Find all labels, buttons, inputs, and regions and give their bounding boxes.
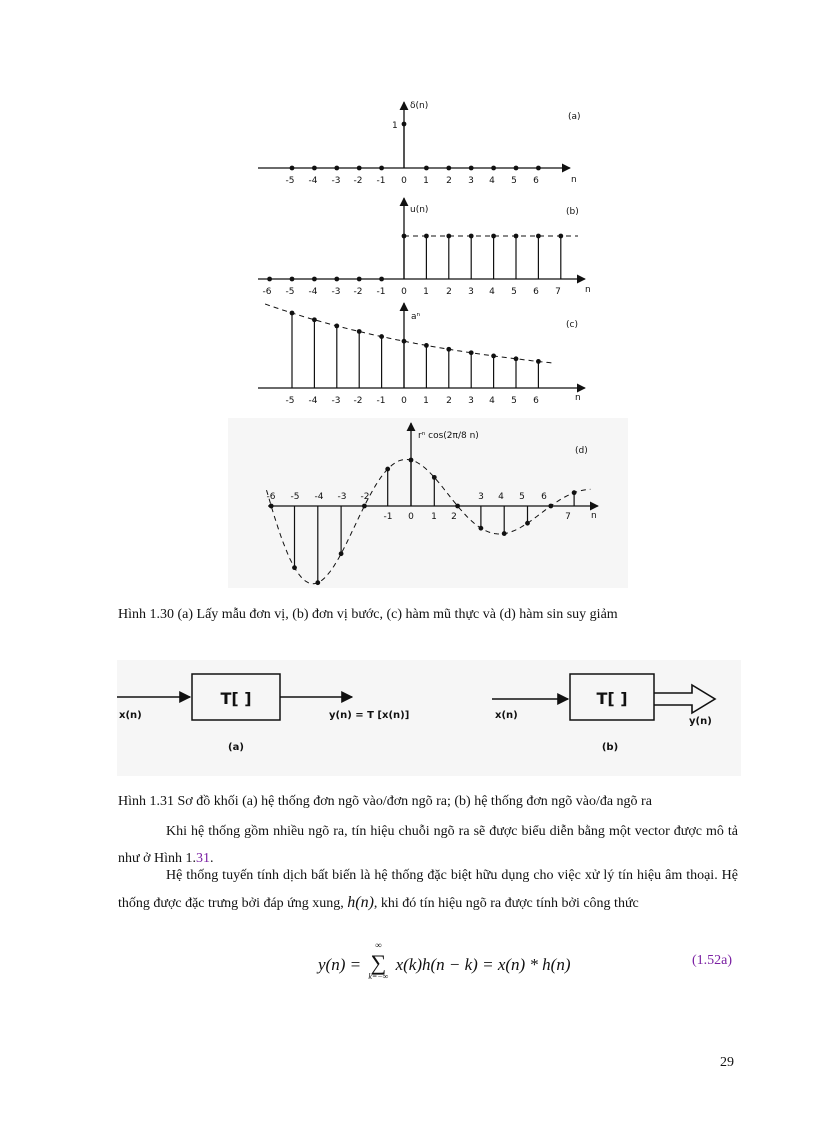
tick-label: -1 — [376, 287, 386, 297]
sample-dot — [491, 354, 496, 359]
panel-c-ylabel: aⁿ — [411, 312, 421, 322]
sample-dot — [446, 166, 451, 171]
tick-label: 3 — [478, 492, 484, 502]
tick-label: -5 — [285, 287, 295, 297]
figure-1-31-background — [117, 660, 741, 776]
sample-dot — [357, 329, 362, 334]
tick-label: -2 — [353, 287, 363, 297]
sample-dot — [502, 531, 507, 536]
tick-label: 6 — [541, 492, 547, 502]
paragraph-1-end: . — [210, 851, 214, 866]
panel-d-background — [228, 418, 628, 588]
sample-dot — [536, 234, 541, 239]
sample-dot — [312, 277, 317, 282]
tick-label: -4 — [308, 287, 318, 297]
sample-dot — [402, 339, 407, 344]
sample-dot — [290, 277, 295, 282]
tick-label: -4 — [308, 176, 318, 186]
panel-label-b: (b) — [601, 742, 619, 753]
sample-dot — [491, 234, 496, 239]
equation-number: (1.52a) — [692, 953, 733, 968]
tick-label: -6 — [266, 492, 276, 502]
equation-rhs: x(k)h(n − k) = x(n) * h(n) — [395, 955, 571, 974]
tick-label: 7 — [555, 287, 561, 297]
tick-label: -1 — [383, 512, 393, 522]
tick-label: 6 — [533, 176, 539, 186]
input-label-b: x(n) — [495, 710, 518, 721]
sample-dot — [424, 166, 429, 171]
panel-c-samples — [290, 311, 541, 388]
sample-dot — [269, 504, 274, 509]
panel-a-ylabel: δ(n) — [410, 101, 429, 111]
sample-dot — [292, 565, 297, 570]
tick-label: 2 — [446, 396, 452, 406]
tick-label: 2 — [446, 176, 452, 186]
panel-c-xlabel: n — [575, 393, 581, 403]
figure-1-30 — [228, 88, 628, 588]
sample-dot — [514, 234, 519, 239]
sample-dot — [514, 356, 519, 361]
input-label-a: x(n) — [119, 710, 142, 721]
figure-1-31-caption: Hình 1.31 Sơ đồ khối (a) hệ thống đơn ngõ vào/đơn ngõ ra; (b) hệ thống đơn ngõ vào/đa ngõ ra — [118, 794, 652, 809]
sample-dot — [446, 234, 451, 239]
tick-label: 6 — [533, 287, 539, 297]
tick-label: 3 — [468, 176, 474, 186]
tick-label: 2 — [451, 512, 457, 522]
tick-label: 4 — [498, 492, 504, 502]
tick-label: 5 — [511, 396, 517, 406]
output-label-a: y(n) = T [x(n)] — [329, 710, 410, 721]
panel-a-amp-label: 1 — [392, 121, 398, 131]
block-label-b: T[ ] — [596, 689, 628, 708]
figure-1-31-svg — [117, 660, 741, 776]
figure-1-30-svg — [228, 88, 628, 588]
sample-dot — [491, 166, 496, 171]
tick-label: 7 — [565, 512, 571, 522]
sample-dot — [548, 504, 553, 509]
sample-dot — [402, 234, 407, 239]
panel-b-ylabel: u(n) — [410, 205, 429, 215]
sample-dot — [479, 526, 484, 531]
page-number: 29 — [720, 1055, 734, 1070]
sample-dot — [402, 122, 407, 127]
tick-label: -4 — [314, 492, 324, 502]
sample-dot — [469, 166, 474, 171]
sample-dot — [536, 166, 541, 171]
sum-lower-limit: k=−∞ — [368, 972, 389, 981]
panel-a-samples — [290, 122, 541, 171]
tick-label: 5 — [511, 176, 517, 186]
figure-1-30-caption: Hình 1.30 (a) Lấy mẫu đơn vị, (b) đơn vị bước, (c) hàm mũ thực và (d) hàm sin suy giảm — [118, 607, 618, 622]
tick-label: 4 — [489, 396, 495, 406]
tick-label: 4 — [489, 176, 495, 186]
tick-label: -5 — [285, 396, 295, 406]
sample-dot — [267, 277, 272, 282]
tick-label: 0 — [401, 176, 407, 186]
panel-b-xlabel: n — [585, 285, 591, 295]
tick-label: -5 — [285, 176, 295, 186]
tick-label: -3 — [331, 396, 341, 406]
sum-upper-limit: ∞ — [375, 940, 382, 950]
panel-d-xlabel: n — [591, 511, 597, 521]
sample-dot — [312, 166, 317, 171]
sum-symbol: ∑ — [370, 950, 387, 975]
paragraph-2-text-after: , khi đó tín hiệu ngõ ra được tính bởi công thức — [373, 896, 639, 911]
figure-ref-link[interactable]: 31 — [196, 851, 210, 866]
tick-label: -2 — [360, 492, 370, 502]
sample-dot — [424, 343, 429, 348]
sample-dot — [312, 317, 317, 322]
equation-1-52a — [318, 940, 571, 981]
sample-dot — [379, 277, 384, 282]
tick-label: 3 — [468, 396, 474, 406]
tick-label: 2 — [446, 287, 452, 297]
tick-label: -1 — [376, 176, 386, 186]
paragraph-2 — [118, 862, 738, 917]
tick-label: 5 — [519, 492, 525, 502]
tick-label: 1 — [431, 512, 437, 522]
sample-dot — [424, 234, 429, 239]
panel-b-ticks — [263, 287, 561, 297]
paragraph-2-text-before: Hệ thống tuyến tính dịch bất biến là hệ thống đặc biệt hữu dụng cho việc xử lý tín hiệu âm thoại. Hệ thống được đặc trưng bởi đáp ứng xung, — [118, 868, 738, 911]
tick-label: -2 — [353, 176, 363, 186]
sample-dot — [558, 234, 563, 239]
tick-label: 1 — [423, 176, 429, 186]
sample-dot — [385, 467, 390, 472]
sample-dot — [290, 166, 295, 171]
paragraph-1-text: Khi hệ thống gồm nhiều ngõ ra, tín hiệu chuỗi ngõ ra sẽ được biểu diễn bằng một vector được mô tả như ở Hình 1. — [118, 824, 738, 866]
tick-label: -1 — [376, 396, 386, 406]
tick-label: 1 — [423, 287, 429, 297]
sample-dot — [446, 347, 451, 352]
summation — [365, 940, 391, 981]
sample-dot — [334, 166, 339, 171]
sample-dot — [334, 277, 339, 282]
sample-dot — [572, 490, 577, 495]
panel-a-label: (a) — [568, 112, 581, 122]
sample-dot — [469, 350, 474, 355]
equation-lhs: y(n) = — [318, 955, 366, 974]
panel-d-label: (d) — [575, 446, 588, 456]
figure-1-31 — [117, 660, 741, 776]
tick-label: 1 — [423, 396, 429, 406]
panel-c-ticks — [286, 396, 540, 406]
sample-dot — [469, 234, 474, 239]
tick-label: 4 — [489, 287, 495, 297]
inline-math-h: h(n) — [347, 894, 374, 911]
panel-c-envelope — [265, 304, 552, 363]
panel-a-xlabel: n — [571, 175, 577, 185]
panel-a — [258, 101, 581, 186]
sample-dot — [536, 359, 541, 364]
sample-dot — [357, 277, 362, 282]
sample-dot — [432, 475, 437, 480]
tick-label: -3 — [331, 287, 341, 297]
tick-label: 0 — [408, 512, 414, 522]
tick-label: 5 — [511, 287, 517, 297]
tick-label: 0 — [401, 287, 407, 297]
sample-dot — [357, 166, 362, 171]
sample-dot — [409, 458, 414, 463]
tick-label: -3 — [337, 492, 347, 502]
sample-dot — [455, 504, 460, 509]
tick-label: 0 — [401, 396, 407, 406]
tick-label: -2 — [353, 396, 363, 406]
sample-dot — [339, 551, 344, 556]
sample-dot — [514, 166, 519, 171]
panel-b-label: (b) — [566, 207, 579, 217]
sample-dot — [379, 166, 384, 171]
tick-label: 6 — [533, 396, 539, 406]
sample-dot — [315, 580, 320, 585]
panel-label-a: (a) — [228, 742, 244, 753]
sample-dot — [362, 504, 367, 509]
sample-dot — [290, 311, 295, 316]
panel-b — [258, 198, 591, 297]
panel-b-samples — [267, 234, 563, 282]
tick-label: -3 — [331, 176, 341, 186]
panel-a-ticks — [286, 176, 540, 186]
block-label-a: T[ ] — [220, 689, 252, 708]
sample-dot — [525, 521, 530, 526]
panel-c-label: (c) — [566, 320, 578, 330]
tick-label: -5 — [290, 492, 300, 502]
panel-c — [258, 303, 585, 406]
tick-label: -4 — [308, 396, 318, 406]
tick-label: 3 — [468, 287, 474, 297]
sample-dot — [334, 323, 339, 328]
output-label-b: y(n) — [689, 716, 712, 727]
sample-dot — [379, 334, 384, 339]
panel-d-ylabel: rⁿ cos(2π/8 n) — [418, 431, 479, 441]
tick-label: -6 — [262, 287, 272, 297]
